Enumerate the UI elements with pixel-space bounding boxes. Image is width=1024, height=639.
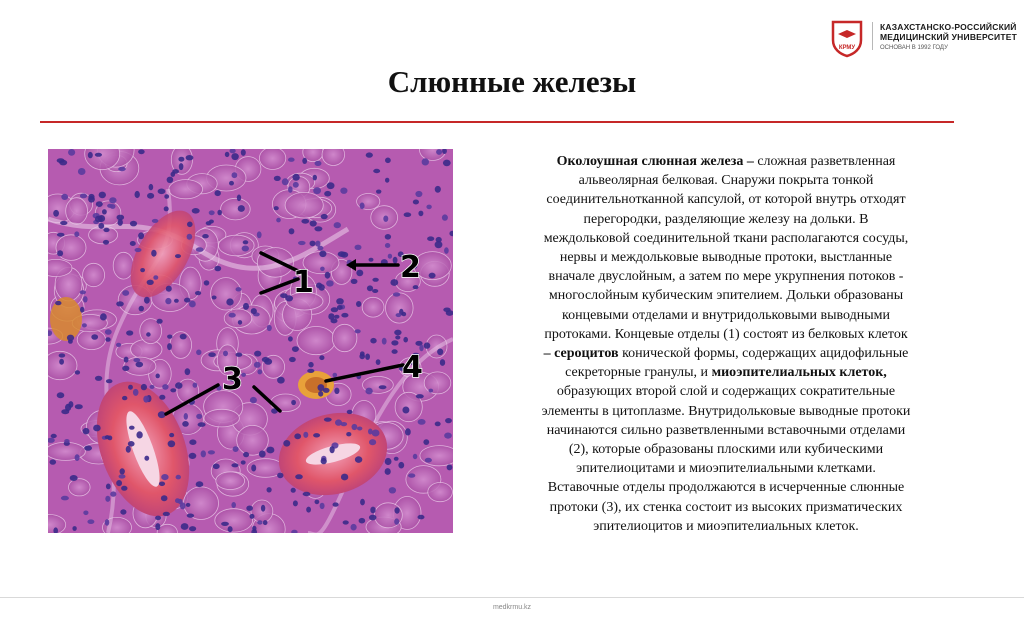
text-line bbox=[484, 267, 968, 286]
text-line bbox=[484, 363, 968, 382]
footer-site: medkrmu.kz bbox=[492, 604, 532, 611]
text-line bbox=[484, 344, 968, 363]
title-underline bbox=[40, 121, 954, 123]
bold-term: – сероцитов bbox=[543, 346, 619, 362]
label-4: 4 bbox=[402, 350, 423, 385]
text-run: начинаются сильно разветвленными вставочными отделами bbox=[546, 422, 906, 438]
university-name bbox=[880, 22, 1017, 51]
text-run: элементы в цитоплазме. Внутридольковые выводные протоки bbox=[541, 403, 911, 419]
text-run: эпителиоцитов и миоэпителиальных клеток. bbox=[593, 518, 859, 534]
text-run: Вставочные отделы продолжаются в исчерченные слюнные bbox=[547, 480, 905, 496]
text-line bbox=[484, 402, 968, 421]
text-run: альвеолярная белковая. Снаружи покрыта тонкой bbox=[578, 173, 874, 189]
text-run: сложная разветвленная bbox=[753, 154, 896, 169]
text-run: междольковой соединительной ткани располагаются сосуды, bbox=[543, 230, 909, 246]
text-line bbox=[484, 171, 968, 190]
description-text bbox=[484, 152, 968, 536]
university-logo bbox=[827, 18, 867, 58]
text-line bbox=[484, 459, 968, 478]
text-run: многослойным кубическим эпителием. Дольки образованы bbox=[548, 288, 904, 304]
text-run: вначале двуслойным, а затем по мере укрупнения потоков - bbox=[548, 269, 904, 285]
text-line bbox=[484, 286, 968, 305]
text-line bbox=[484, 229, 968, 248]
text-run: эпителиоцитами и миоэпителиальными клетками. bbox=[576, 461, 876, 477]
text-run: концевыми отделами и внутридольковыми выводными bbox=[562, 307, 890, 323]
text-line bbox=[484, 478, 968, 497]
logo-text: КРМУ bbox=[838, 45, 856, 51]
text-line bbox=[484, 325, 968, 344]
university-name-line2: МЕДИЦИНСКИЙ УНИВЕРСИТЕТ bbox=[880, 32, 1017, 42]
text-line bbox=[484, 306, 968, 325]
text-line bbox=[484, 517, 968, 536]
header-divider bbox=[872, 22, 873, 50]
text-line bbox=[484, 421, 968, 440]
label-3: 3 bbox=[222, 362, 243, 397]
text-run: конической формы, содержащих ацидофильные bbox=[618, 346, 909, 362]
text-line bbox=[484, 248, 968, 267]
text-run: протоками. Концевые отделы (1) состоят из белковых клеток bbox=[544, 326, 908, 342]
text-run: (2), которые образованы плоскими или кубическими bbox=[568, 442, 884, 458]
text-line bbox=[484, 498, 968, 517]
text-run: перегородки, разделяющие железу на дольки. В bbox=[583, 211, 869, 227]
university-founded: ОСНОВАН В 1992 ГОДУ bbox=[880, 45, 948, 51]
slide-title: Слюнные железы bbox=[387, 64, 637, 99]
label-1: 1 bbox=[293, 265, 314, 300]
text-run: секреторные гранулы, и bbox=[565, 365, 712, 381]
text-run: нервы и междольковые выводные протоки, выстланные bbox=[559, 250, 893, 266]
footer-divider bbox=[0, 597, 1024, 598]
blood-vessel bbox=[298, 371, 334, 399]
text-run: образующих второй слой и содержащих сократительные bbox=[556, 384, 896, 400]
bold-term: Околоушная слюнная железа – bbox=[556, 154, 754, 169]
text-line bbox=[484, 440, 968, 459]
histology-micrograph bbox=[48, 149, 453, 533]
text-line bbox=[484, 152, 968, 171]
bold-term: миоэпителиальных клеток, bbox=[711, 365, 887, 381]
text-run: соединительнотканной капсулой, от которой внутрь отходят bbox=[546, 192, 906, 208]
label-2: 2 bbox=[400, 250, 421, 285]
text-run: протоки (3), их стенка состоит из высоких призматических bbox=[549, 499, 903, 515]
university-name-line1: КАЗАХСТАНСКО-РОССИЙСКИЙ bbox=[880, 22, 1017, 32]
text-line bbox=[484, 382, 968, 401]
text-line bbox=[484, 210, 968, 229]
text-line bbox=[484, 190, 968, 209]
